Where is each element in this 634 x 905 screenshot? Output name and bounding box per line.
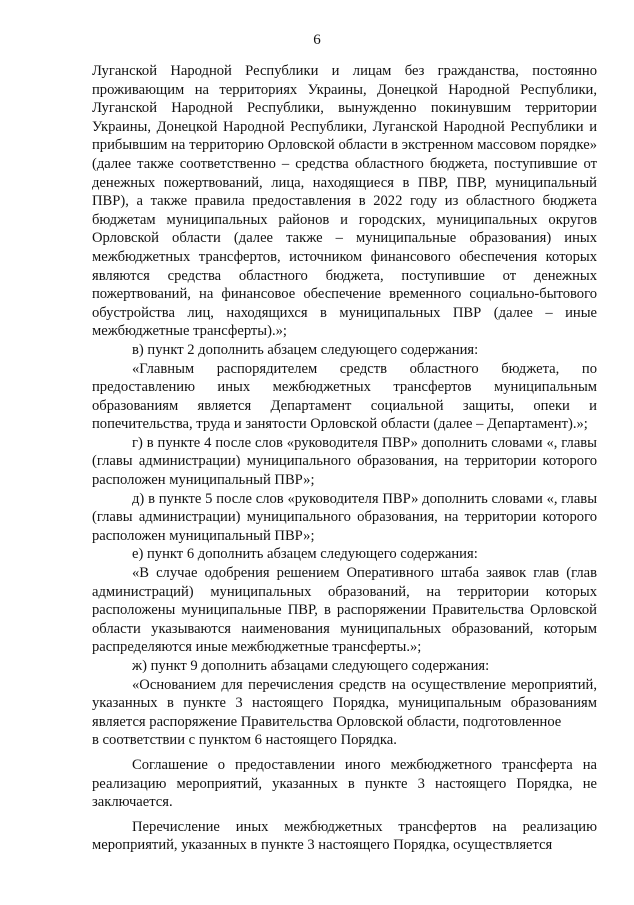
paragraph-item-v: в) пункт 2 дополнить абзацем следующего содержания:: [132, 341, 479, 358]
paragraph-item-zh: ж) пункт 9 дополнить абзацами следующего содержания:: [132, 658, 490, 674]
document-body: [92, 62, 597, 855]
paragraph-item-d: д) в пункте 5 после слов «руководителя ПВР» дополнить словами «, главы (главы администрации) муниципального образования, на территории которого расположен муниципальный ПВР»;: [92, 490, 597, 544]
paragraph-transfer: Перечисление иных межбюджетных трансфертов на реализацию мероприятий, указанных в пункте 3 настоящего Порядка, осуществляется: [92, 818, 597, 854]
paragraph-continuation: Луганской Народной Республики и лицам без гражданства, постоянно проживающим на территориях Украины, Донецкой Народной Республики, Луганской Народной Республики, вынужденно покинувшим территории Украины, Донецкой Народной Республики, Луганской Народной Республики и прибывшим на территорию Орловской области в экстренном массовом порядке» (далее также соответственно – средства областного бюджета, поступившие от денежных пожертвований, лица, находящиеся в ПВР, ПВР, муниципальный ПВР), а также правила предоставления в 2022 году из областного бюджета бюджетам муниципальных районов и городских, муниципальных округов Орловской области (далее также – муниципальные образования) иных межбюджетных трансфертов, источником финансового обеспечения которых являются средства областного бюджета, поступившие от денежных пожертвований, на финансовое обеспечение временного социально-бытового обустройства лиц, находящихся в муниципальных ПВР (далее – иные межбюджетные трансферты).»;: [92, 63, 597, 340]
paragraph-quote-main-distributor: «Главным распорядителем средств областного бюджета, по предоставлению иных межбюджетных трансфертов муниципальным образованиям является Департамент социальной защиты, опеки и попечительства, труда и занятости Орловской области (далее – Департамент).»;: [92, 360, 597, 433]
paragraph-quote-basis: «Основанием для перечисления средств на осуществление мероприятий, указанных в пункте 3 настоящего Порядка, муниципальным образованиям является распоряжение Правительства Орловской области, подготовленное: [92, 676, 597, 730]
page-number: 6: [313, 32, 321, 48]
paragraph-item-e: е) пункт 6 дополнить абзацем следующего содержания:: [132, 546, 478, 563]
paragraph-item-g: г) в пункте 4 после слов «руководителя ПВР» дополнить словами «, главы (главы администрации) муниципального образования, на территории которого расположен муниципальный ПВР»;: [92, 434, 597, 489]
paragraph-basis-continuation: в соответствии с пунктом 6 настоящего Порядка.: [92, 732, 397, 749]
paragraph-quote-approval: «В случае одобрения решением Оперативного штаба заявок глав (глав администраций) муниципальных образований, на территории которых расположены муниципальные ПВР, в распоряжении Правительства Орловской области указываются наименования муниципальных образований, которым распределяются иные межбюджетные трансферты.»;: [92, 565, 597, 656]
paragraph-agreement: Соглашение о предоставлении иного межбюджетного трансферта на реализацию мероприятий, указанных в пункте 3 настоящего Порядка, не заключается.: [92, 756, 597, 811]
